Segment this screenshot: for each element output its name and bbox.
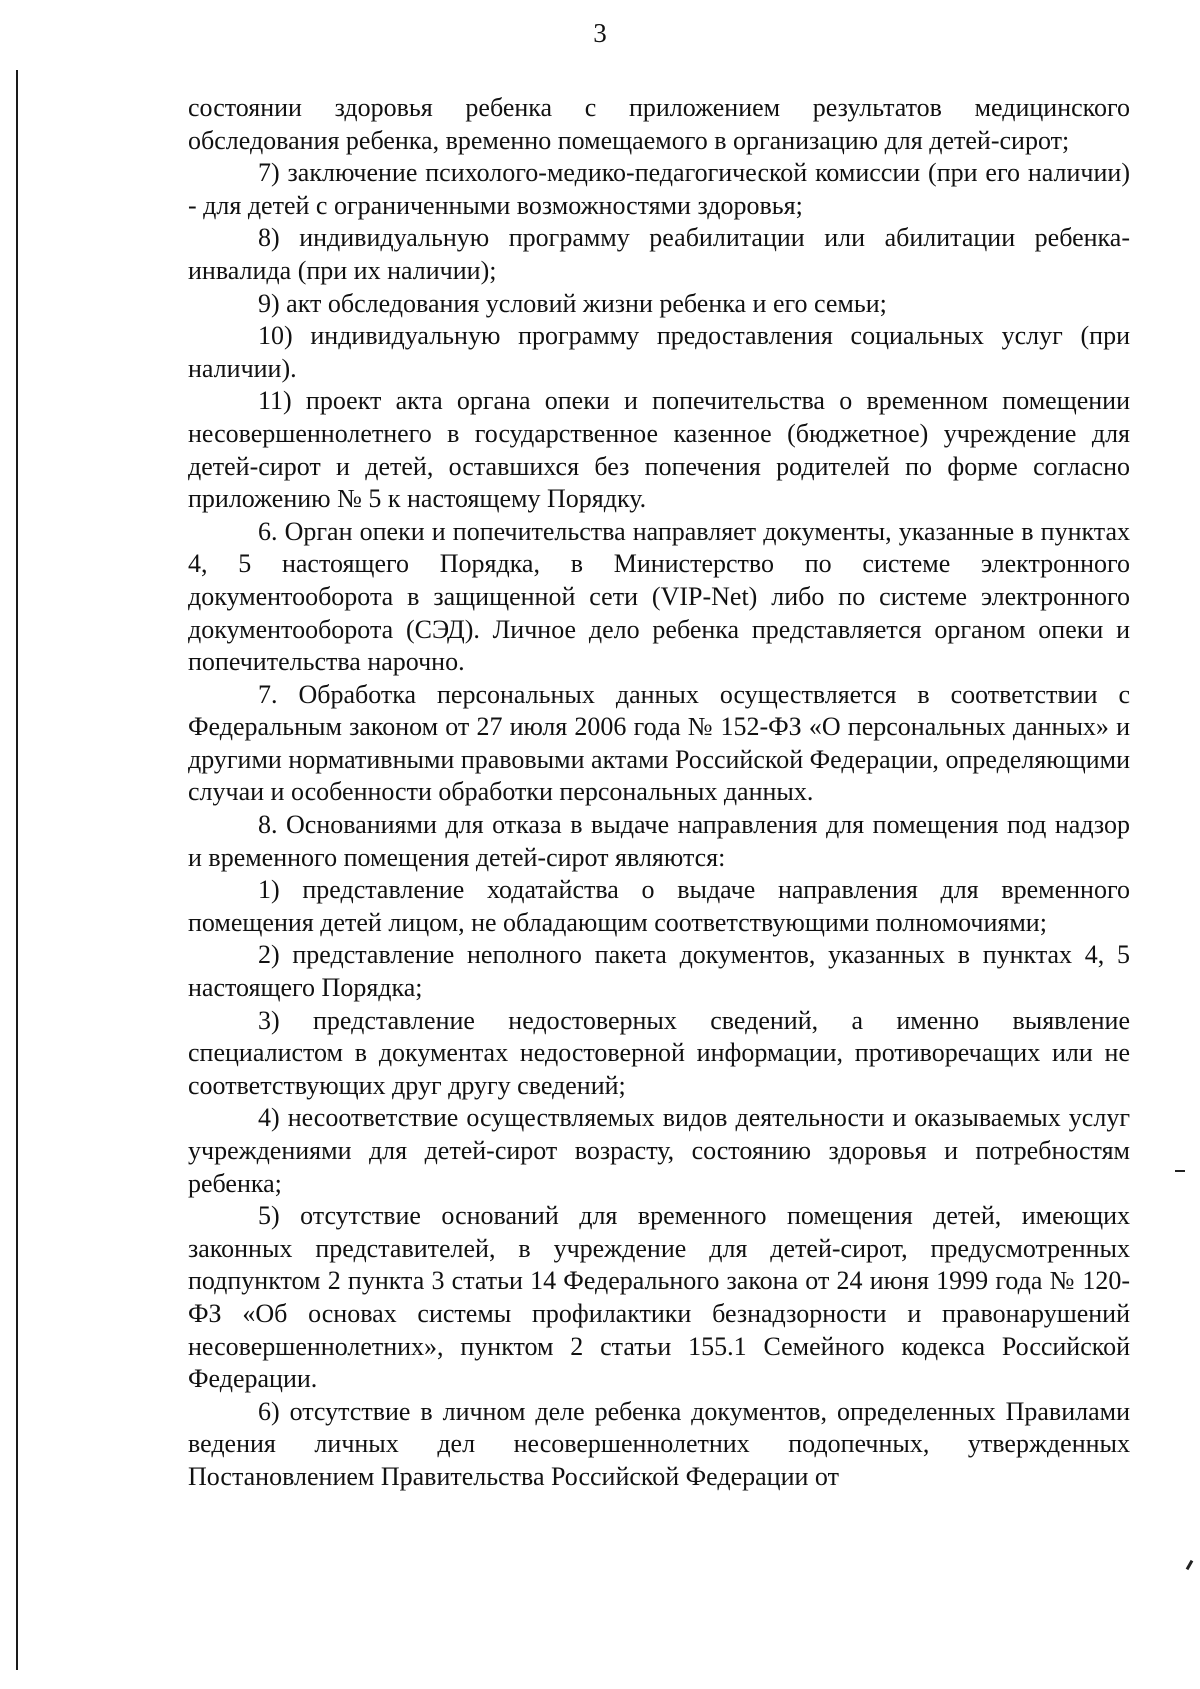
paragraph: 6. Орган опеки и попечительства направляет документы, указанные в пунктах 4, 5 настоящего Порядка, в Министерство по системе электронного документооборота в защищенной сети (VIP-Net) либо по системе электронного документооборота (СЭД). Личное дело ребенка представляется органом опеки и попечительства нарочно.	[188, 516, 1130, 677]
paragraph: состоянии здоровья ребенка с приложением результатов медицинского обследования ребенка, временно помещаемого в организацию для детей-сирот;	[188, 93, 1130, 155]
paragraph: 10) индивидуальную программу предоставления социальных услуг (при наличии).	[188, 321, 1130, 383]
paragraph: 7) заключение психолого-медико-педагогической комиссии (при его наличии) - для детей с ограниченными возможностями здоровья;	[188, 158, 1130, 220]
paragraph: 4) несоответствие осуществляемых видов деятельности и оказываемых услуг учреждениями для детей-сирот возрасту, состоянию здоровья и потребностям ребенка;	[188, 1103, 1130, 1198]
document-body	[188, 92, 1130, 1494]
scan-speck	[1186, 1560, 1194, 1570]
scan-edge-line	[16, 70, 18, 1670]
scan-speck	[1175, 1170, 1185, 1172]
page-number: 3	[593, 18, 607, 48]
paragraph: 8) индивидуальную программу реабилитации или абилитации ребенка-инвалида (при их наличии);	[188, 223, 1130, 285]
paragraph: 1) представление ходатайства о выдаче направления для временного помещения детей лицом, не обладающим соответствующими полномочиями;	[188, 875, 1130, 937]
paragraph: 2) представление неполного пакета документов, указанных в пунктах 4, 5 настоящего Порядка;	[188, 940, 1130, 1003]
paragraph: 8. Основаниями для отказа в выдаче направления для помещения под надзор и временного помещения детей-сирот являются:	[188, 810, 1130, 872]
paragraph: 3) представление недостоверных сведений, а именно выявление специалистом в документах недостоверной информации, противоречащих или не соответствующих друг другу сведений;	[188, 1005, 1130, 1100]
paragraph: 9) акт обследования условий жизни ребенка и его семьи;	[258, 288, 887, 318]
paragraph: 6) отсутствие в личном деле ребенка документов, определенных Правилами ведения личных дел несовершеннолетних подопечных, утвержденных Постановлением Правительства Российской Федерации от	[188, 1396, 1130, 1491]
paragraph: 5) отсутствие оснований для временного помещения детей, имеющих законных представителей, в учреждение для детей-сирот, предусмотренных подпунктом 2 пункта 3 статьи 14 Федерального закона от 24 июня 1999 года № 120-ФЗ «Об основах системы профилактики безнадзорности и правонарушений несовершеннолетних», пунктом 2 статьи 155.1 Семейного кодекса Российской Федерации.	[188, 1201, 1130, 1394]
paragraph: 7. Обработка персональных данных осуществляется в соответствии с Федеральным законом от 27 июля 2006 года № 152-ФЗ «О персональных данных» и другими нормативными правовыми актами Российской Федерации, определяющими случаи и особенности обработки персональных данных.	[188, 679, 1130, 807]
paragraph: 11) проект акта органа опеки и попечительства о временном помещении несовершеннолетнего в государственное казенное (бюджетное) учреждение для детей-сирот и детей, оставшихся без попечения родителей по форме согласно приложению № 5 к настоящему Порядку.	[188, 386, 1130, 514]
